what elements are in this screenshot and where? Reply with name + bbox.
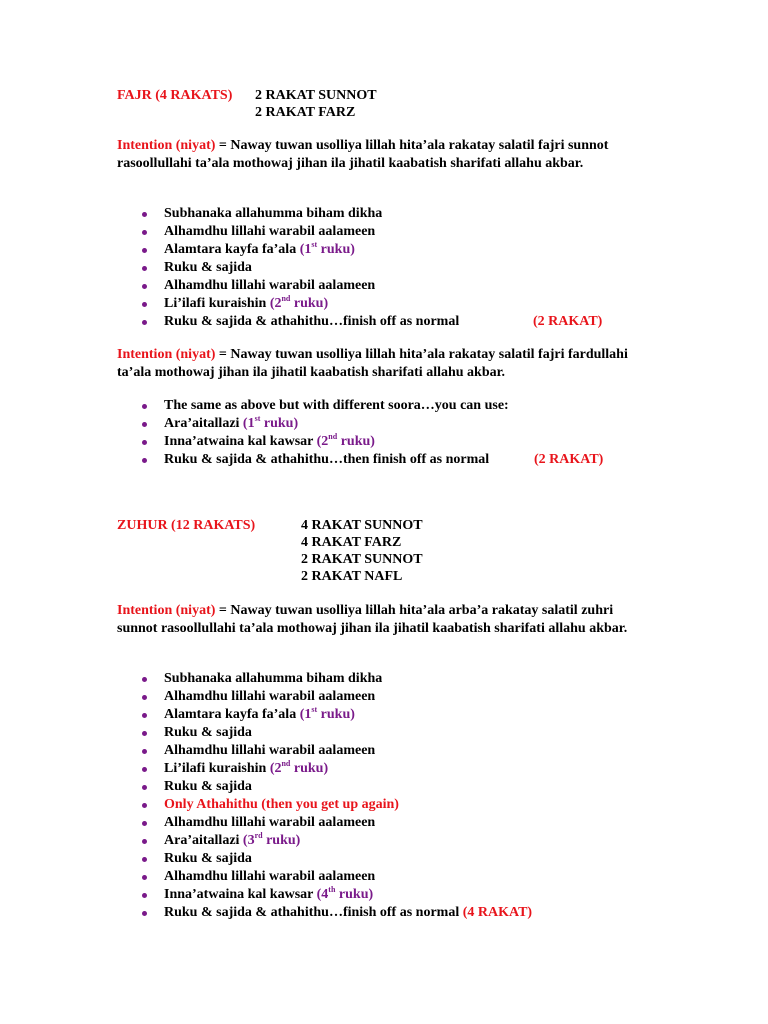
step-text: Alhamdhu lillahi warabil aalameen (164, 224, 376, 239)
list-item (117, 868, 532, 886)
bullet-icon (142, 404, 147, 409)
ruku-marker (243, 416, 298, 431)
ruku-ordinal: nd (281, 294, 291, 303)
bullet-icon (142, 440, 147, 445)
step-text: Subhanaka allahumma biham dikha (164, 206, 383, 221)
step-text: Inna’atwaina kal kawsar (164, 887, 317, 902)
ruku-label: ruku) (317, 707, 355, 722)
step-text: Ruku & sajida & athahithu…then finish off as normal (164, 452, 490, 467)
ruku-ordinal: st (311, 705, 318, 714)
ruku-ordinal: nd (328, 432, 338, 441)
bullet-icon (142, 893, 147, 898)
rakat-tag: (4 RAKAT) (462, 905, 533, 920)
list-item (117, 451, 509, 469)
intention-text: = Naway tuwan usolliya lillah hita’ala rakatay salatil fajri sunnot rasoollullahi ta’ala mothowaj jihan ila jihatil kaabatish sharifati allahu akbar. (117, 138, 609, 171)
ruku-label: ruku) (290, 296, 329, 311)
intention-label: Intention (niyat) (117, 603, 216, 618)
ruku-marker (317, 887, 374, 902)
bullet-icon (142, 875, 147, 880)
zuhur-rakat-nafl: 2 RAKAT NAFL (301, 569, 403, 584)
fajr-rakat-list (255, 87, 377, 121)
ruku-number: (2 (269, 296, 282, 311)
ruku-number: (1 (242, 416, 255, 431)
ruku-ordinal: st (311, 240, 318, 249)
bullet-icon (142, 422, 147, 427)
bullet-icon (142, 320, 147, 325)
ruku-label: ruku) (262, 833, 301, 848)
step-text: Ruku & sajida & athahithu…finish off as normal (164, 314, 460, 329)
list-item (117, 670, 532, 688)
step-text: Alhamdhu lillahi warabil aalameen (164, 743, 376, 758)
ruku-number: (1 (299, 242, 312, 257)
intention-label: Intention (niyat) (117, 347, 216, 362)
ruku-ordinal: st (254, 414, 261, 423)
list-item (117, 850, 532, 868)
bullet-icon (142, 857, 147, 862)
step-text: Subhanaka allahumma biham dikha (164, 671, 383, 686)
ruku-label: ruku) (290, 761, 329, 776)
list-item (117, 205, 459, 223)
list-item (117, 295, 459, 313)
list-item (117, 688, 532, 706)
zuhur-rakat-farz: 4 RAKAT FARZ (301, 535, 402, 550)
step-text: Alhamdhu lillahi warabil aalameen (164, 689, 376, 704)
list-item (117, 415, 509, 433)
zuhur-rakat-sunnot-2: 2 RAKAT SUNNOT (301, 552, 423, 567)
bullet-icon (142, 677, 147, 682)
ruku-ordinal: th (328, 885, 336, 894)
intention-text: = Naway tuwan usolliya lillah hita’ala rakatay salatil fajri fardullahi ta’ala mothowaj jihan ila jihatil kaabatish sharifati allahu akbar. (117, 347, 628, 380)
bullet-icon (142, 749, 147, 754)
bullet-icon (142, 803, 147, 808)
step-text: Ara’aitallazi (164, 833, 243, 848)
fajr-farz-intention (117, 346, 657, 381)
bullet-icon (142, 248, 147, 253)
fajr-farz-steps (117, 397, 509, 469)
step-text: Ruku & sajida (164, 779, 252, 794)
step-text: Alhamdhu lillahi warabil aalameen (164, 869, 376, 884)
ruku-number: (1 (299, 707, 312, 722)
list-item (117, 433, 509, 451)
fajr-sunnot-steps (117, 205, 459, 331)
zuhur-steps (117, 670, 532, 922)
step-text: Alhamdhu lillahi warabil aalameen (164, 278, 376, 293)
ruku-marker (243, 833, 300, 848)
step-text: Alhamdhu lillahi warabil aalameen (164, 815, 376, 830)
step-text: Alamtara kayfa fa’ala (164, 242, 300, 257)
ruku-label: ruku) (260, 416, 299, 431)
list-item (117, 814, 532, 832)
list-item (117, 760, 532, 778)
ruku-marker (300, 242, 355, 257)
list-item (117, 277, 459, 295)
step-text: Li’ilafi kuraishin (164, 296, 270, 311)
ruku-number: (3 (242, 833, 255, 848)
step-text: Inna’atwaina kal kawsar (164, 434, 317, 449)
list-item (117, 241, 459, 259)
zuhur-rakat-sunnot: 4 RAKAT SUNNOT (301, 518, 423, 533)
step-text: The same as above but with different soora…you can use: (164, 398, 509, 413)
bullet-icon (142, 458, 147, 463)
ruku-number: (2 (269, 761, 282, 776)
bullet-icon (142, 731, 147, 736)
bullet-icon (142, 212, 147, 217)
list-item (117, 313, 459, 331)
bullet-icon (142, 230, 147, 235)
bullet-icon (142, 821, 147, 826)
ruku-ordinal: nd (281, 759, 291, 768)
bullet-icon (142, 266, 147, 271)
step-text: Ruku & sajida (164, 260, 252, 275)
bullet-icon (142, 284, 147, 289)
ruku-marker (317, 434, 375, 449)
bullet-icon (142, 302, 147, 307)
bullet-icon (142, 785, 147, 790)
ruku-label: ruku) (337, 434, 375, 449)
ruku-marker (270, 296, 328, 311)
ruku-marker (300, 707, 355, 722)
fajr-rakat-farz: 2 RAKAT FARZ (255, 105, 356, 120)
step-text: Ruku & sajida (164, 725, 252, 740)
list-item (117, 796, 532, 814)
zuhur-title: ZUHUR (12 RAKATS) (117, 518, 256, 533)
bullet-icon (142, 713, 147, 718)
ruku-ordinal: rd (254, 831, 263, 840)
step-text: Ara’aitallazi (164, 416, 243, 431)
list-item (117, 223, 459, 241)
intention-text: = Naway tuwan usolliya lillah hita’ala arba’a rakatay salatil zuhri sunnot rasoollullahi ta’ala mothowaj jihan ila jihatil kaabatish sharifati allahu akbar. (117, 603, 628, 636)
step-text: Ruku & sajida & athahithu…finish off as normal (164, 905, 463, 920)
list-item (117, 904, 532, 922)
ruku-label: ruku) (317, 242, 355, 257)
ruku-label: ruku) (335, 887, 374, 902)
bullet-icon (142, 839, 147, 844)
list-item (117, 778, 532, 796)
zuhur-intention (117, 602, 657, 637)
fajr-sunnot-rakat-tag: (2 RAKAT) (533, 314, 603, 329)
list-item (117, 886, 532, 904)
bullet-icon (142, 695, 147, 700)
fajr-sunnot-intention (117, 137, 657, 172)
ruku-number: (4 (316, 887, 329, 902)
bullet-icon (142, 911, 147, 916)
intention-label: Intention (niyat) (117, 138, 216, 153)
list-item (117, 259, 459, 277)
list-item (117, 724, 532, 742)
zuhur-rakat-list (301, 517, 423, 585)
fajr-farz-rakat-tag: (2 RAKAT) (534, 452, 604, 467)
list-item (117, 397, 509, 415)
ruku-number: (2 (316, 434, 329, 449)
step-text: Only Athahithu (then you get up again) (164, 797, 399, 812)
fajr-title: FAJR (4 RAKATS) (117, 88, 233, 103)
step-text: Li’ilafi kuraishin (164, 761, 270, 776)
step-text: Alamtara kayfa fa’ala (164, 707, 300, 722)
list-item (117, 742, 532, 760)
list-item (117, 832, 532, 850)
bullet-icon (142, 767, 147, 772)
ruku-marker (270, 761, 328, 776)
step-text: Ruku & sajida (164, 851, 252, 866)
fajr-rakat-sunnot: 2 RAKAT SUNNOT (255, 88, 377, 103)
list-item (117, 706, 532, 724)
